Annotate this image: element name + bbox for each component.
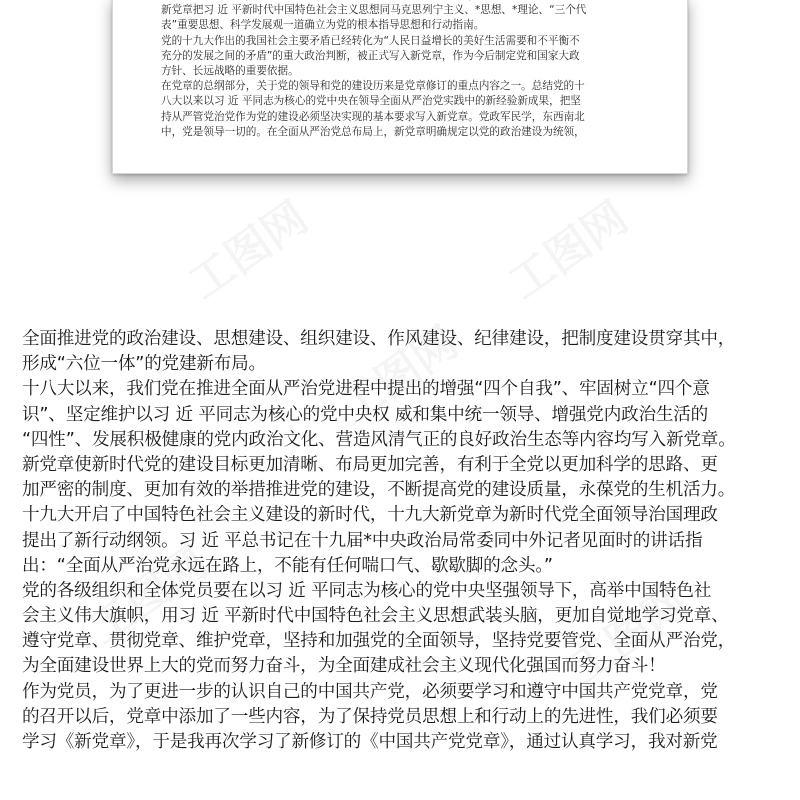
card-text-line: 中，党是领导一切的。在全面从严治党总布局上，新党章明确规定以党的政治建设为统领，: [161, 125, 585, 138]
body-text-line: 识”、坚定维护以习 近 平同志为核心的党中央权 威和集中统一领导、增强党内政治生活的: [22, 404, 709, 425]
body-text-line: 形成“六位一体”的党建新布局。: [22, 354, 266, 375]
body-text-line: 加严密的制度、更加有效的举措推进党的建设，不断提高党的建设质量，永葆党的生机活力。: [22, 480, 736, 501]
card-text-line: 在党章的总纲部分，关于党的领导和党的建设历来是党章修订的重点内容之一。总结党的十: [161, 80, 585, 93]
card-text-line: 新党章把习 近 平新时代中国特色社会主义思想同马克思列宁主义、*思想、*理论、“三个代: [161, 4, 587, 17]
body-text-line: 学习《新党章》，于是我再次学习了新修订的《中国共产党党章》，通过认真学习，我对新党: [22, 732, 718, 752]
card-text-line: 表”重要思想、科学发展观一道确立为党的根本指导思想和行动指南。: [161, 19, 485, 32]
body-text-line: 党的各级组织和全体党员要在以习 近 平同志为核心的党中央坚强领导下，高举中国特色社: [22, 580, 712, 601]
body-text-line: 提出了新行动纲领。习 近 平总书记在十九届*中央政治局常委同中外记者见面时的讲话指: [22, 530, 703, 551]
body-text-line: 会主义伟大旗帜，用习 近 平新时代中国特色社会主义思想武装头脑，更加自觉地学习党章、: [22, 606, 729, 627]
card-text-line: 党的十九大作出的我国社会主要矛盾已经转化为“人民日益增长的美好生活需要和不平衡不: [161, 34, 580, 47]
watermark: [494, 183, 639, 311]
body-text-line: 遵守党章、贯彻党章、维护党章，坚持和加强党的全面领导，坚持党要管党、全面从严治党，: [22, 631, 736, 652]
body-text-line: 作为党员，为了更进一步的认识自己的中国共产党，必须要学习和遵守中国共产党党章，党: [22, 681, 718, 702]
card-text-line: 充分的发展之间的矛盾”的重大政治判断，被正式写入新党章，作为今后制定党和国家大政: [161, 49, 580, 62]
card-text-line: 持从严管党治党作为党的建设必须坚决实现的基本要求写入新党章。党政军民学，东西南北: [161, 110, 585, 123]
card-text-line: 八大以来以习 近 平同志为核心的党中央在领导全面从严治党实践中的新经验新成果，把坚: [161, 95, 581, 108]
body-text-line: “四性”、发展积极健康的党内政治文化、营造风清气正的良好政治生态等内容均写入新党章。: [22, 429, 736, 450]
body-text-line: 的召开以后，党章中添加了一些内容，为了保持党员思想上和行动上的先进性，我们必须要: [22, 706, 718, 727]
body-text-line: 为全面建设世界上大的党而努力奋斗，为全面建成社会主义现代化强国而努力奋斗！: [22, 656, 666, 677]
watermark: [174, 183, 319, 311]
body-text-line: 十八大以来，我们党在推进全面从严治党进程中提出的增强“四个自我”、牢固树立“四个意: [22, 379, 710, 400]
article-body: [22, 327, 792, 755]
body-text-line: 出：“全面从严治党永远在路上，不能有任何喘口气、歇歇脚的念头。”: [22, 555, 553, 576]
card-text-line: 方针、长远战略的重要依据。: [161, 64, 299, 77]
body-text-line: 新党章使新时代党的建设目标更加清晰、布局更加完善，有利于全党以更加科学的思路、更: [22, 454, 718, 475]
document-preview-card: [112, 0, 688, 174]
body-text-line: 十九大开启了中国特色社会主义建设的新时代，十九大新党章为新时代党全面领导治国理政: [22, 505, 718, 526]
body-text-line: 全面推进党的政治建设、思想建设、组织建设、作风建设、纪律建设，把制度建设贯穿其中，: [22, 329, 736, 349]
